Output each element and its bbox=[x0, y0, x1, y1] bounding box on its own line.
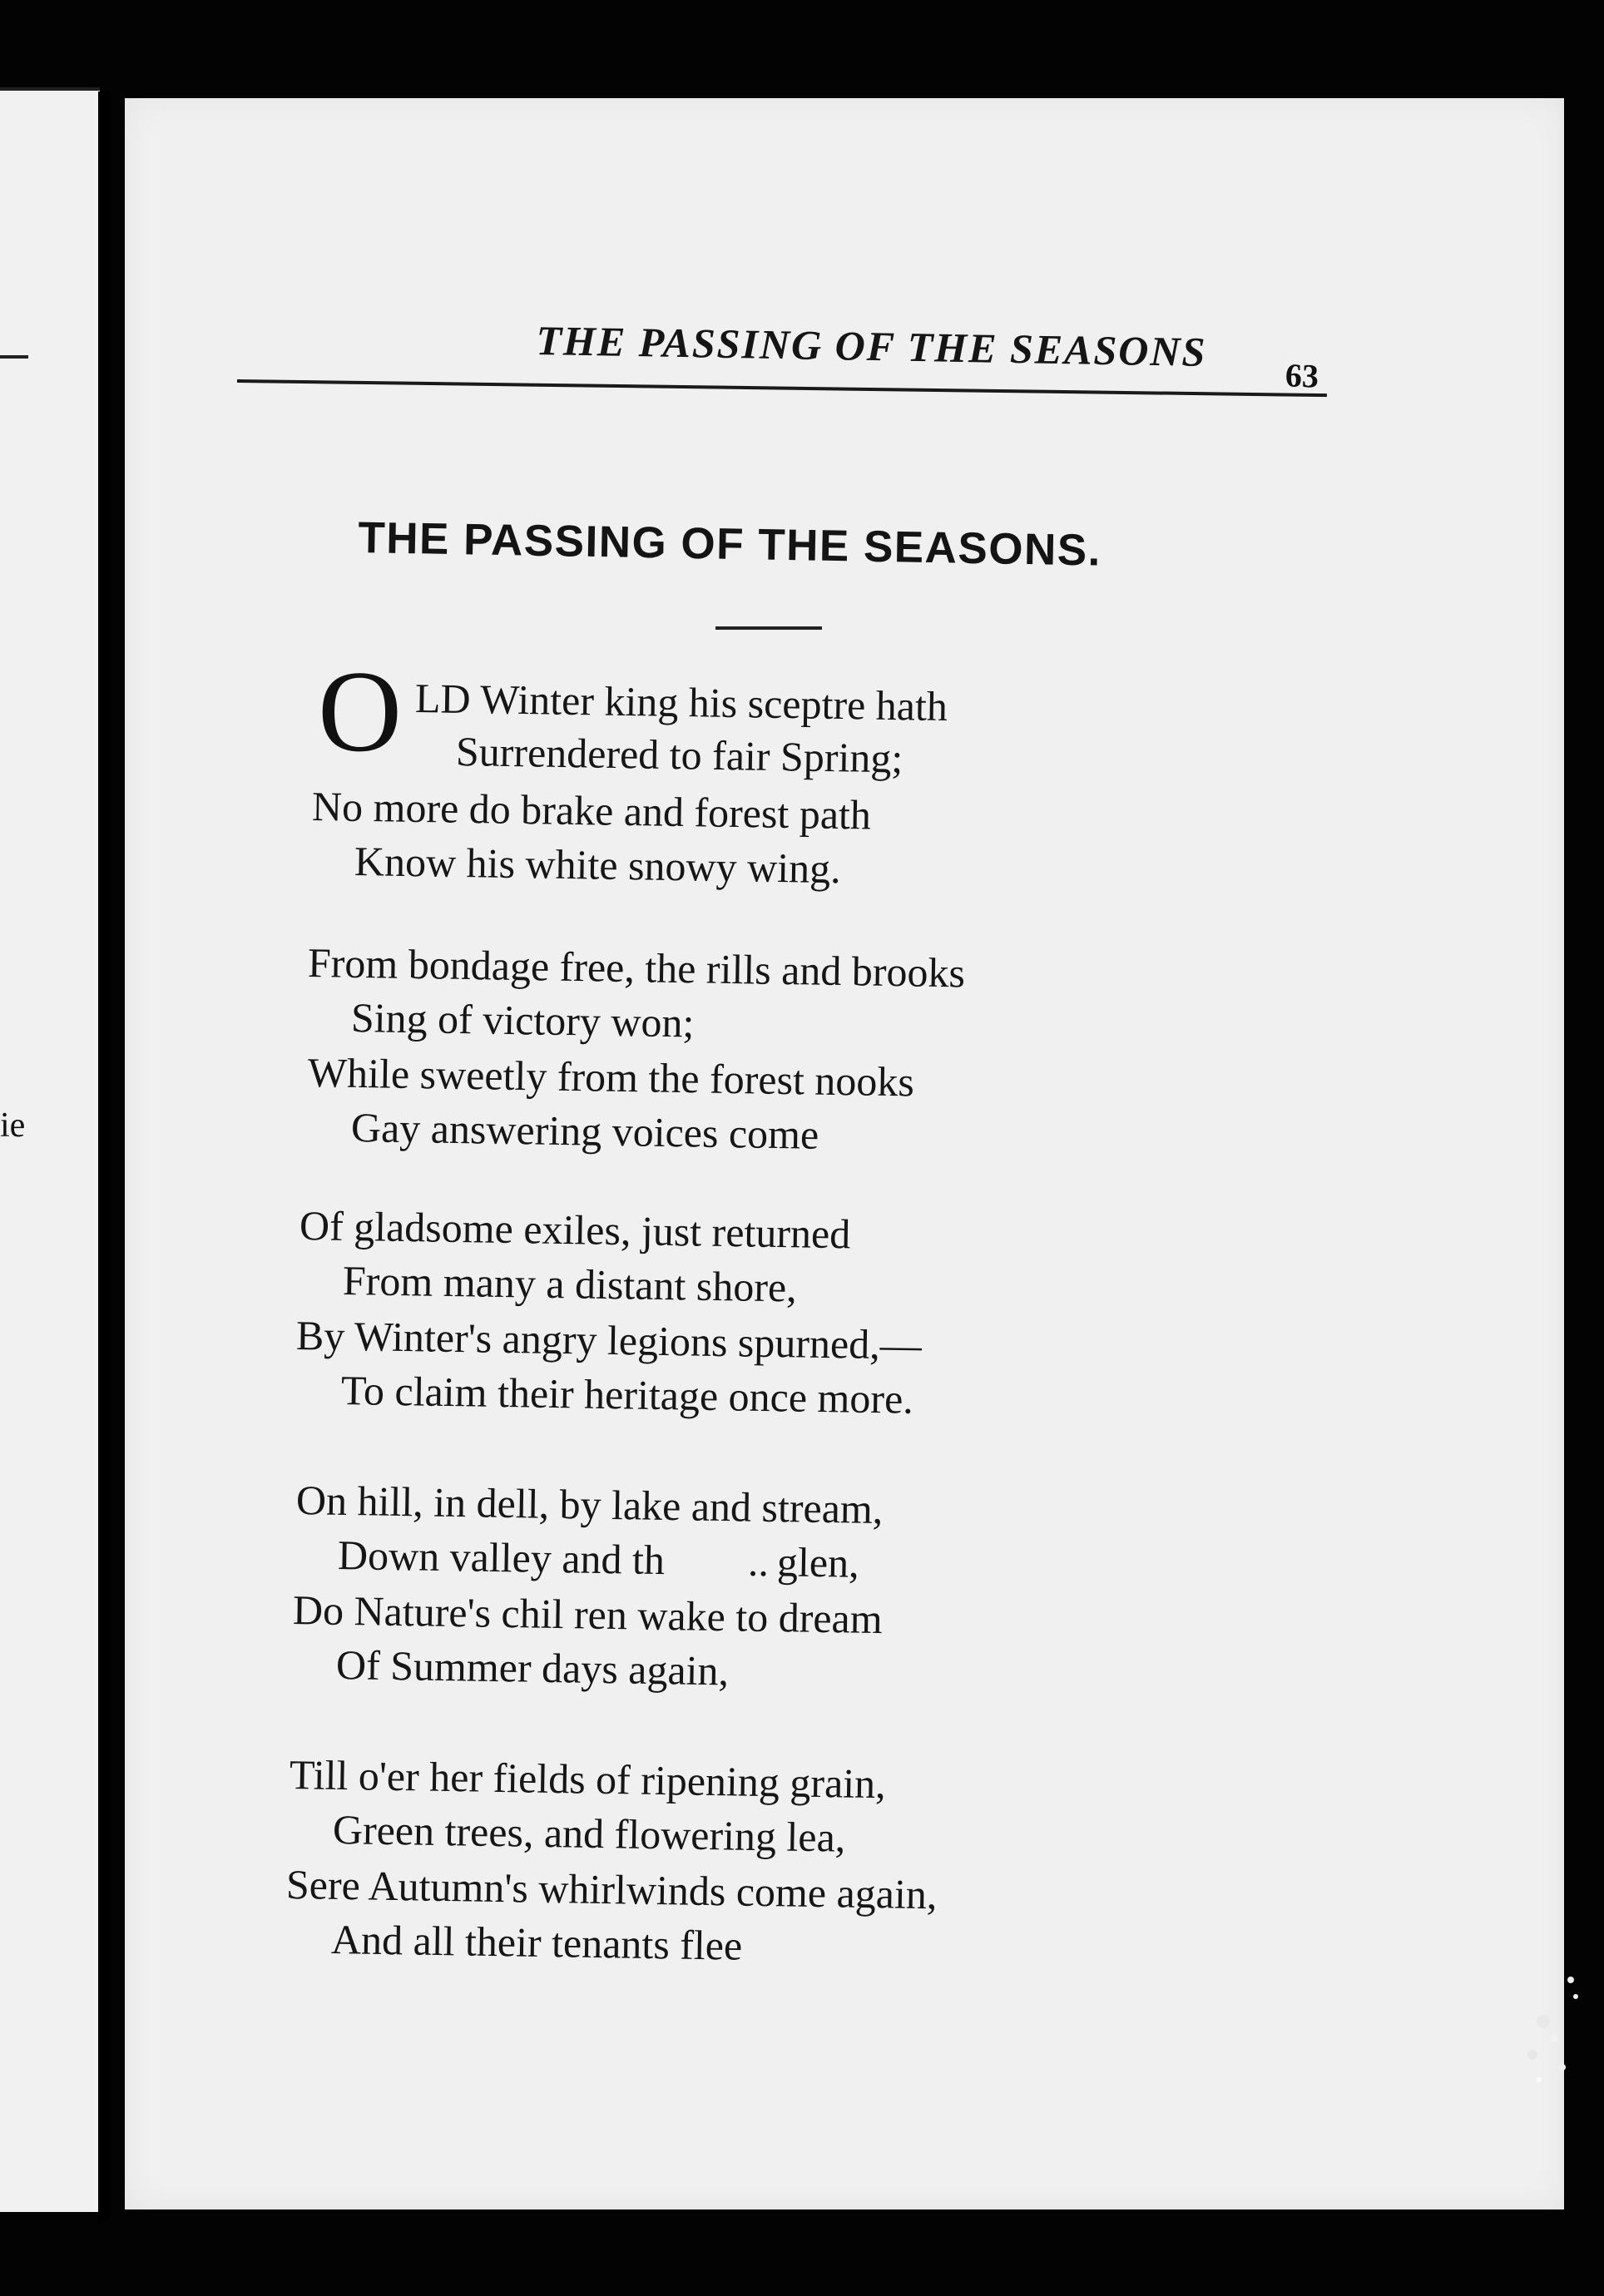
poem-line: By Winter's angry legions spurned,— bbox=[295, 1312, 923, 1368]
poem-line: Surrendered to fair Spring; bbox=[455, 728, 903, 782]
poem-line: While sweetly from the forest nooks bbox=[307, 1049, 915, 1106]
previous-page-header-rule bbox=[0, 355, 28, 359]
poem-line: Sere Autumn's whirlwinds come again, bbox=[285, 1861, 938, 1918]
poem-title: THE PASSING OF THE SEASONS. bbox=[357, 512, 1102, 576]
poem-line: On hill, in dell, by lake and stream, bbox=[295, 1477, 884, 1533]
poem-body bbox=[125, 98, 1564, 2209]
poem-line: Gay answering voices come bbox=[350, 1104, 819, 1158]
book-gutter bbox=[98, 92, 110, 2221]
running-title: THE PASSING OF THE SEASONS bbox=[536, 316, 1207, 376]
poem-line: No more do brake and forest path bbox=[311, 783, 872, 839]
previous-page-edge bbox=[0, 87, 100, 2212]
poem-line: Down valley and th .. glen, bbox=[337, 1531, 860, 1586]
poem-line: To claim their heritage once more. bbox=[340, 1367, 914, 1423]
drop-cap: O bbox=[318, 647, 403, 776]
poem-line: Green trees, and flowering lea, bbox=[332, 1806, 846, 1861]
poem-line: From bondage free, the rills and brooks bbox=[307, 939, 966, 997]
poem-line: Of Summer days again, bbox=[335, 1641, 730, 1695]
page-number: 63 bbox=[1285, 356, 1319, 395]
poem-line: Till o'er her fields of ripening grain, bbox=[289, 1751, 887, 1808]
previous-page-text-fragment: ie bbox=[0, 1106, 26, 1145]
poem-line: From many a distant shore, bbox=[342, 1257, 798, 1311]
poem-line: Know his white snowy wing. bbox=[354, 838, 842, 893]
poem-line: Do Nature's chil ren wake to dream bbox=[292, 1586, 884, 1643]
poem-line: Sing of victory won; bbox=[350, 994, 695, 1047]
book-page bbox=[125, 98, 1564, 2209]
paper-specks bbox=[1489, 1913, 1589, 2113]
poem-line: Of gladsome exiles, just returned bbox=[299, 1202, 851, 1258]
poem-line: And all their tenants flee bbox=[330, 1916, 743, 1969]
poem-line: LD Winter king his sceptre hath bbox=[414, 675, 948, 730]
